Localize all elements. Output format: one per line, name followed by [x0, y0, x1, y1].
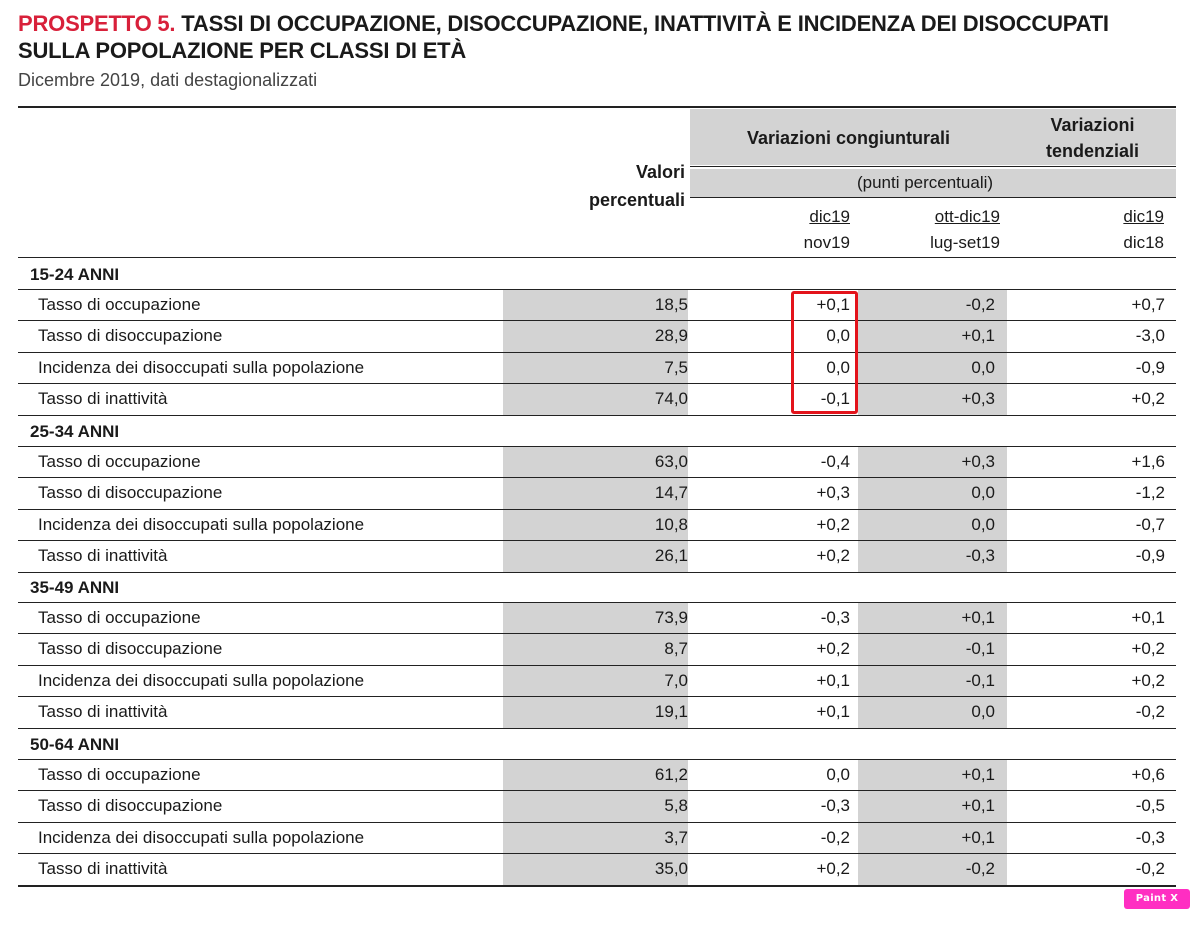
value-cell: -0,3	[965, 546, 995, 566]
header-rule-mid	[690, 166, 1176, 167]
value-cell: 0,0	[826, 326, 850, 346]
period-col-1-top: dic19	[809, 207, 850, 226]
value-cell: -0,2	[965, 295, 995, 314]
value-cell: +0,2	[816, 514, 850, 534]
value-cell: 0,0	[971, 483, 995, 503]
period-col-1-bottom: nov19	[803, 233, 850, 252]
value-cell: -0,2	[965, 859, 995, 879]
value-cell: +0,1	[961, 796, 995, 816]
value-cell: 5,8	[664, 796, 688, 816]
group-label: 25-34 ANNI	[30, 422, 120, 441]
report-title	[18, 10, 1183, 64]
value-cell: +0,2	[1131, 639, 1165, 659]
header-bottom-rule	[18, 257, 1176, 258]
group-label: 50-64 ANNI	[30, 735, 120, 754]
row-label: Tasso di inattività	[38, 859, 168, 879]
value-cell: -0,9	[1135, 357, 1165, 377]
period-col-2-bottom: lug-set19	[930, 233, 1000, 252]
value-cell: -0,3	[820, 608, 850, 627]
value-cell: +0,1	[961, 326, 995, 346]
row-label: Tasso di inattività	[38, 702, 168, 722]
value-cell: 28,9	[654, 326, 688, 346]
value-cell: -0,2	[1135, 859, 1165, 879]
row-label: Incidenza dei disoccupati sulla popolazione	[38, 670, 365, 690]
value-cell: 74,0	[654, 389, 688, 409]
value-cell: -0,1	[820, 389, 850, 409]
header-congiunturali: Variazioni congiunturali	[746, 128, 951, 148]
value-cell: +0,1	[961, 827, 995, 847]
value-cell: 3,7	[664, 827, 688, 847]
report-title-prefix: PROSPETTO 5.	[18, 11, 176, 36]
highlight-box	[791, 291, 858, 414]
value-cell: +0,1	[816, 295, 850, 314]
value-cell: 10,8	[654, 514, 688, 534]
row-label: Incidenza dei disoccupati sulla popolazione	[38, 357, 365, 377]
group-label: 35-49 ANNI	[30, 578, 120, 597]
value-cell: +0,7	[1131, 295, 1165, 314]
value-cell: 35,0	[654, 859, 688, 879]
value-cell: 14,7	[654, 483, 688, 503]
value-cell: +0,2	[816, 639, 850, 659]
value-cell: 0,0	[826, 357, 850, 377]
value-cell: -0,1	[965, 639, 995, 659]
value-cell: +0,1	[816, 702, 850, 722]
value-cell: +0,2	[1131, 389, 1165, 409]
row-label: Tasso di occupazione	[38, 295, 201, 314]
report-title-text: TASSI DI OCCUPAZIONE, DISOCCUPAZIONE, INATTIVITÀ E INCIDENZA DEI DISOCCUPATI SULLA POPOLAZIONE PER CLASSI DI ETÀ	[18, 11, 1109, 63]
value-cell: -0,9	[1135, 546, 1165, 566]
value-cell: +0,3	[816, 483, 850, 503]
row-rule	[18, 572, 1176, 573]
value-cell: +1,6	[1131, 452, 1165, 471]
value-cell: -0,4	[820, 452, 850, 471]
value-cell: 7,0	[664, 670, 688, 690]
row-label: Incidenza dei disoccupati sulla popolazione	[38, 827, 365, 847]
value-cell: +0,1	[1131, 608, 1165, 627]
period-col-3-top: dic19	[1123, 207, 1164, 226]
value-cell: -0,2	[1135, 702, 1165, 722]
value-cell: +0,6	[1131, 765, 1165, 784]
period-col-2-top: ott-dic19	[934, 207, 1000, 226]
row-label: Tasso di disoccupazione	[38, 483, 223, 503]
value-cell: -3,0	[1135, 326, 1165, 346]
header-tendenziali-line1: Variazioni	[1050, 115, 1135, 135]
row-label: Tasso di occupazione	[38, 608, 201, 627]
header-valori-line2: percentuali	[588, 190, 685, 210]
value-cell: +0,2	[816, 859, 850, 879]
row-rule	[18, 885, 1176, 887]
value-cell: 61,2	[654, 765, 688, 784]
header-unit: (punti percentuali)	[856, 173, 994, 192]
value-cell: +0,2	[816, 546, 850, 566]
value-cell: +0,3	[961, 389, 995, 409]
period-col-1	[700, 204, 850, 256]
value-cell: -0,3	[1135, 827, 1165, 847]
row-label: Tasso di occupazione	[38, 765, 201, 784]
value-cell: +0,3	[961, 452, 995, 471]
value-cell: 0,0	[971, 357, 995, 377]
value-cell: -0,1	[965, 670, 995, 690]
value-cell: +0,1	[961, 608, 995, 627]
value-cell: -0,2	[820, 827, 850, 847]
value-cell: 0,0	[971, 702, 995, 722]
row-label: Tasso di inattività	[38, 389, 168, 409]
row-rule	[18, 728, 1176, 729]
header-valori	[520, 158, 685, 214]
value-cell: 0,0	[826, 765, 850, 784]
header-tendenziali	[1010, 112, 1175, 164]
value-cell: +0,1	[816, 670, 850, 690]
watermark-badge: Paint X Lite	[1124, 889, 1190, 909]
period-col-3-bottom: dic18	[1123, 233, 1164, 252]
row-label: Tasso di disoccupazione	[38, 639, 223, 659]
value-cell: -1,2	[1135, 483, 1165, 503]
period-col-3	[1014, 204, 1164, 256]
value-cell: -0,7	[1135, 514, 1165, 534]
value-cell: +0,1	[961, 765, 995, 784]
header-rule-unit	[690, 197, 1176, 198]
row-rule	[18, 415, 1176, 416]
row-label: Tasso di disoccupazione	[38, 796, 223, 816]
row-label: Tasso di disoccupazione	[38, 326, 223, 346]
period-col-2	[850, 204, 1000, 256]
value-cell: 63,0	[654, 452, 688, 471]
header-valori-line1: Valori	[635, 162, 685, 182]
row-label: Tasso di inattività	[38, 546, 168, 566]
row-label: Tasso di occupazione	[38, 452, 201, 471]
table-top-rule	[18, 106, 1176, 108]
value-cell: -0,5	[1135, 796, 1165, 816]
row-label: Incidenza dei disoccupati sulla popolazione	[38, 514, 365, 534]
value-cell: 0,0	[971, 514, 995, 534]
header-tendenziali-line2: tendenziali	[1045, 141, 1139, 161]
value-cell: 73,9	[654, 608, 688, 627]
value-cell: 8,7	[664, 639, 688, 659]
group-label: 15-24 ANNI	[30, 265, 120, 284]
value-cell: 19,1	[654, 702, 688, 722]
value-cell: -0,3	[820, 796, 850, 816]
value-cell: 18,5	[654, 295, 688, 314]
value-cell: 7,5	[664, 357, 688, 377]
value-cell: 26,1	[654, 546, 688, 566]
value-cell: +0,2	[1131, 670, 1165, 690]
report-subtitle: Dicembre 2019, dati destagionalizzati	[18, 70, 318, 90]
